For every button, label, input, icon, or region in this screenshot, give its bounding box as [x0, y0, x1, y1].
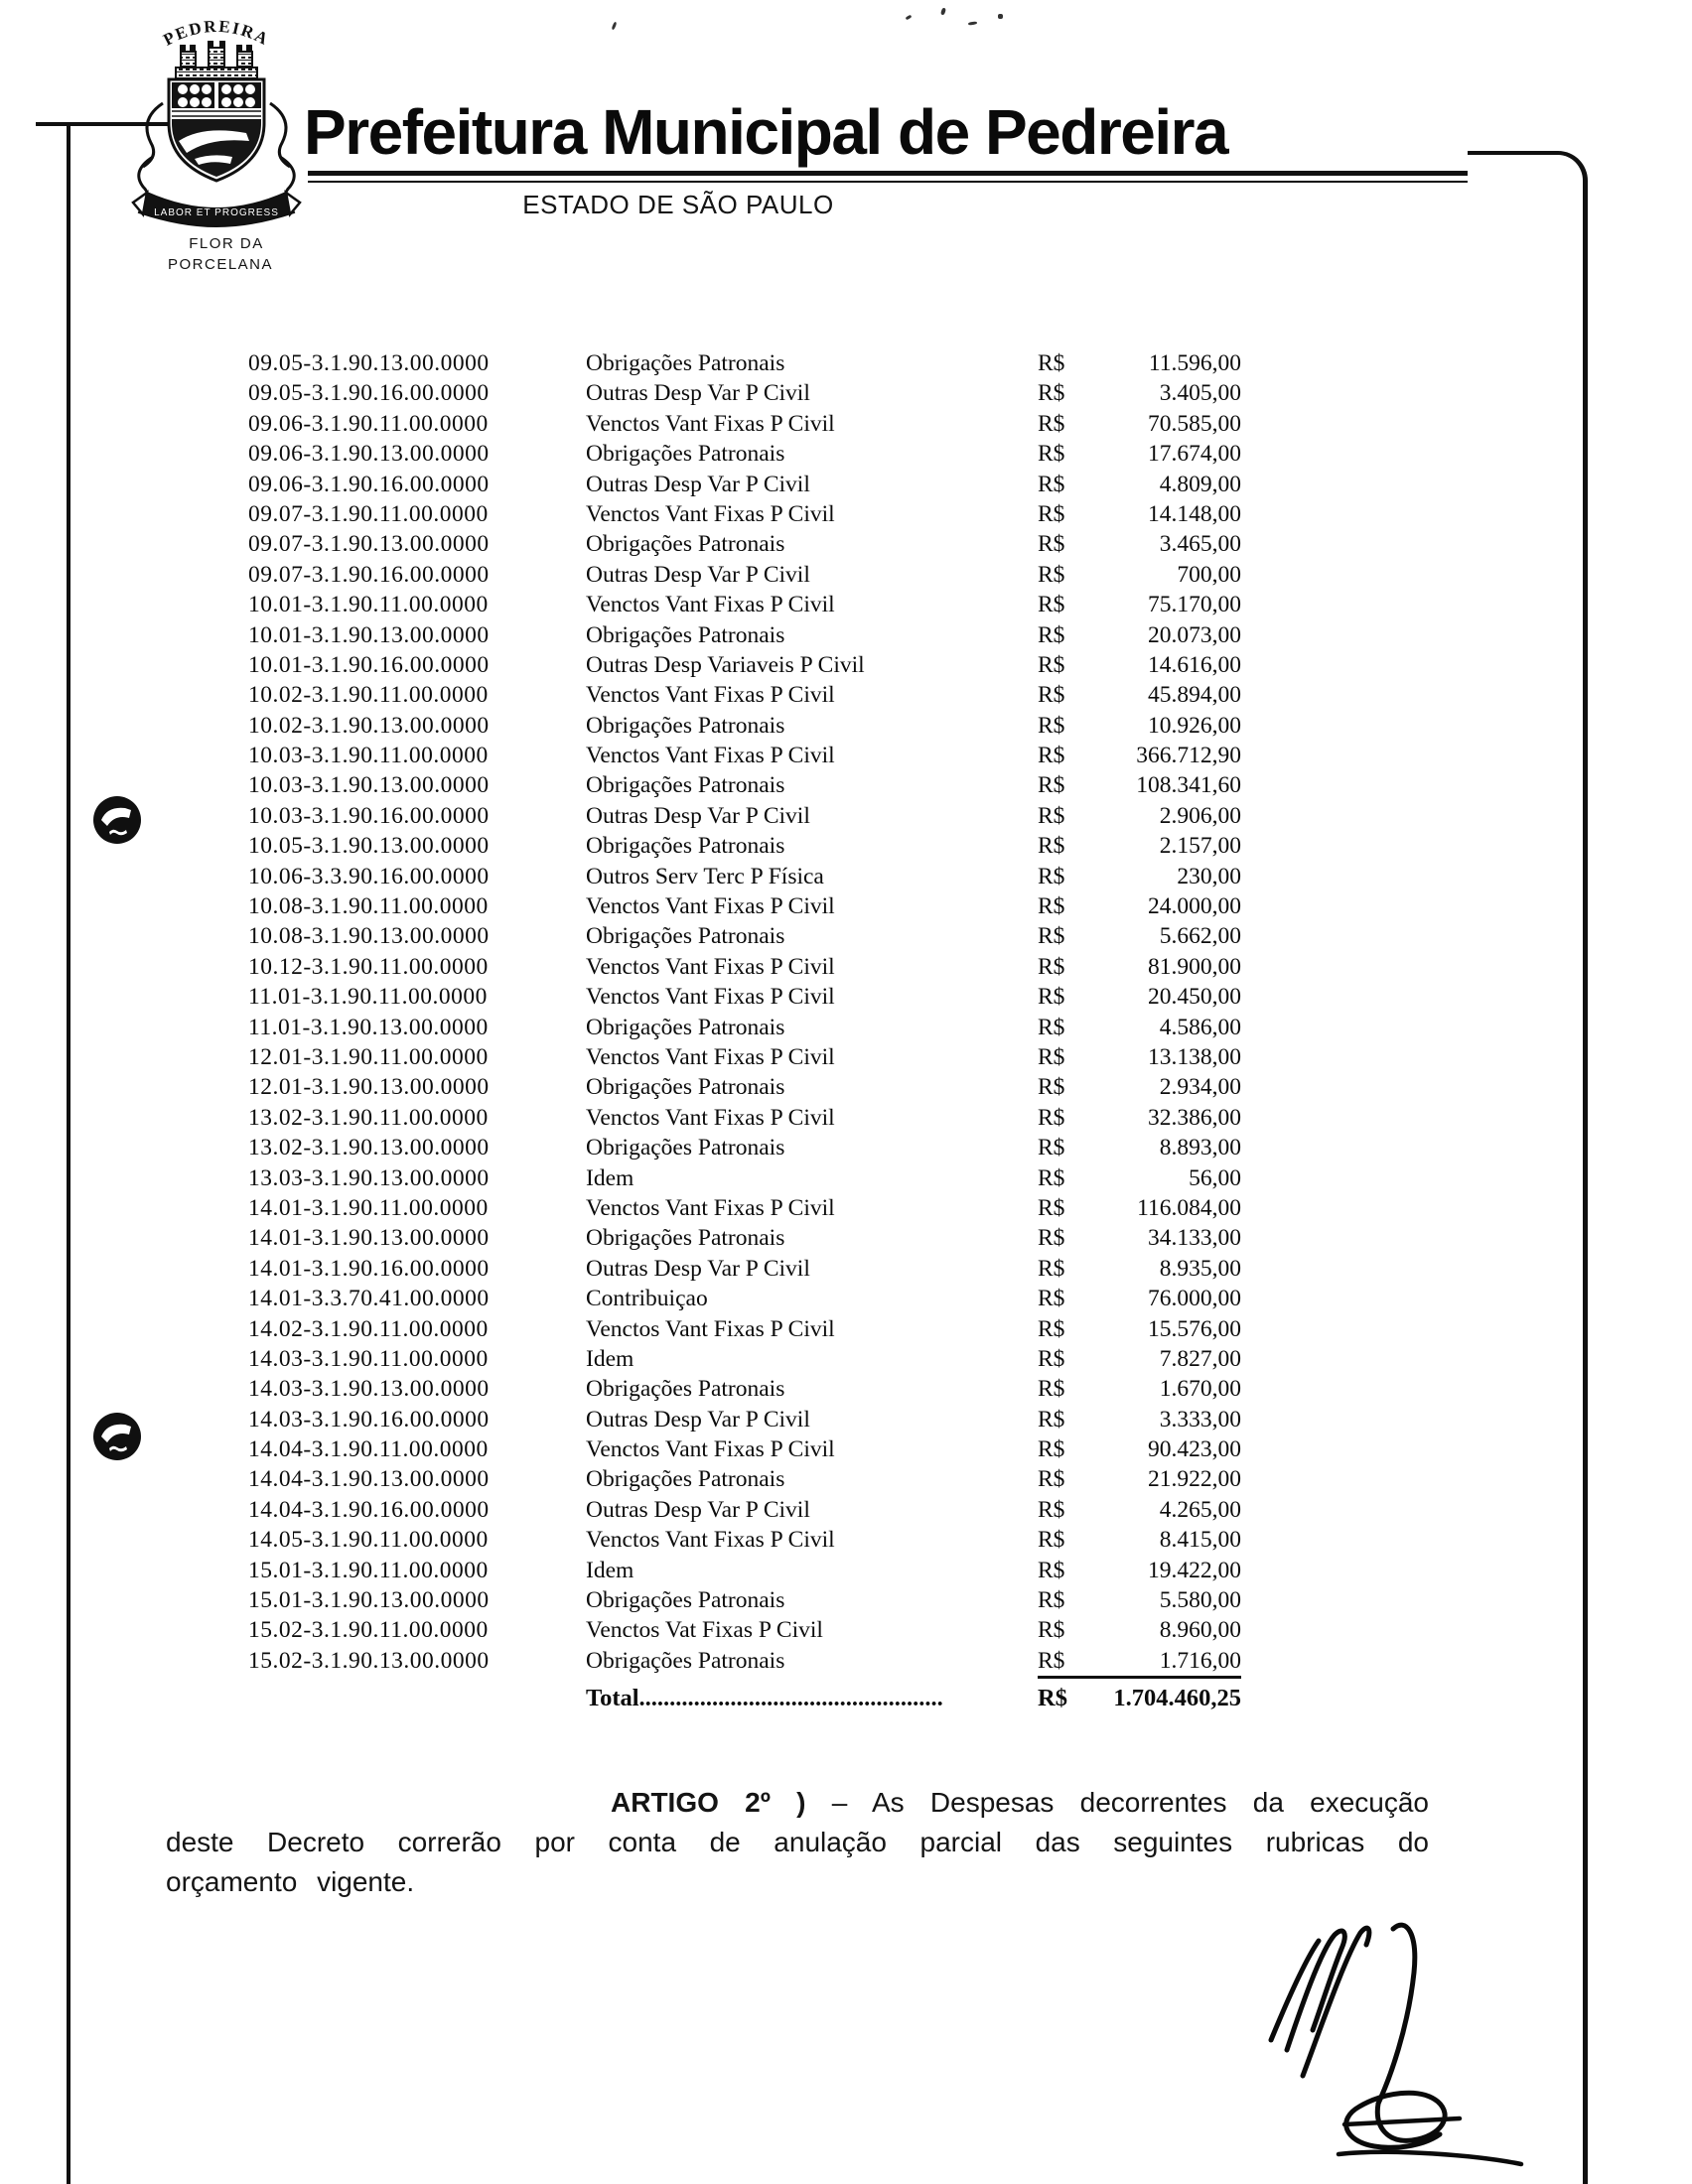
row-code: 10.12-3.1.90.11.00.0000	[248, 953, 489, 980]
row-currency: R$	[1038, 1527, 1065, 1554]
row-currency: R$	[1038, 1043, 1065, 1070]
row-code: 10.08-3.1.90.13.00.0000	[248, 923, 490, 950]
row-code: 14.04-3.1.90.11.00.0000	[248, 1436, 489, 1463]
row-code: 12.01-3.1.90.13.00.0000	[248, 1074, 490, 1101]
row-value: 1.716,00	[1105, 1646, 1241, 1679]
row-code: 10.02-3.1.90.13.00.0000	[248, 712, 490, 739]
row-currency: R$	[1038, 743, 1065, 769]
row-value: 4.265,00	[1159, 1496, 1241, 1523]
row-currency: R$	[1038, 682, 1065, 709]
row-description: Outras Desp Var P Civil	[586, 1496, 810, 1523]
row-currency: R$	[1038, 1496, 1065, 1523]
row-value: 56,00	[1189, 1164, 1241, 1191]
table-row	[248, 982, 1241, 1012]
table-row	[248, 409, 1241, 439]
scan-speckle	[612, 22, 618, 31]
row-currency: R$	[1038, 380, 1065, 407]
row-description: Idem	[586, 1345, 634, 1372]
row-value: 24.000,00	[1148, 893, 1241, 920]
row-code: 14.03-3.1.90.16.00.0000	[248, 1406, 490, 1433]
row-currency: R$	[1038, 1135, 1065, 1161]
mural-crown-icon	[176, 42, 257, 79]
row-description: Venctos Vant Fixas P Civil	[586, 1436, 835, 1463]
crest-flourish-right	[270, 103, 294, 203]
row-code: 10.01-3.1.90.16.00.0000	[248, 651, 490, 678]
row-description: Obrigações Patronais	[586, 923, 785, 950]
row-currency: R$	[1038, 893, 1065, 920]
table-row	[248, 741, 1241, 770]
total-label: Total..................................................	[586, 1685, 943, 1712]
row-description: Idem	[586, 1164, 634, 1191]
row-value: 8.893,00	[1159, 1135, 1241, 1161]
row-code: 10.03-3.1.90.16.00.0000	[248, 802, 490, 829]
row-description: Obrigações Patronais	[586, 1376, 785, 1403]
table-row	[248, 1464, 1241, 1494]
row-description: Obrigações Patronais	[586, 1074, 785, 1101]
row-value: 90.423,00	[1148, 1436, 1241, 1463]
row-currency: R$	[1038, 561, 1065, 588]
coat-of-arms-graphic	[129, 8, 304, 278]
table-row	[248, 560, 1241, 590]
row-value: 7.827,00	[1159, 1345, 1241, 1372]
row-value: 15.576,00	[1148, 1315, 1241, 1342]
row-description: Venctos Vant Fixas P Civil	[586, 1104, 835, 1131]
row-value: 8.960,00	[1159, 1617, 1241, 1644]
row-code: 10.05-3.1.90.13.00.0000	[248, 833, 490, 860]
row-value: 10.926,00	[1148, 712, 1241, 739]
row-description: Obrigações Patronais	[586, 772, 785, 799]
row-description: Obrigações Patronais	[586, 441, 785, 468]
row-code: 10.03-3.1.90.13.00.0000	[248, 772, 490, 799]
row-description: Obrigações Patronais	[586, 1135, 785, 1161]
row-value: 70.585,00	[1148, 410, 1241, 437]
row-value: 8.415,00	[1159, 1527, 1241, 1554]
row-code: 09.05-3.1.90.16.00.0000	[248, 380, 490, 407]
table-row	[248, 770, 1241, 800]
row-description: Venctos Vant Fixas P Civil	[586, 1315, 835, 1342]
row-description: Outras Desp Var P Civil	[586, 561, 810, 588]
row-value: 17.674,00	[1148, 441, 1241, 468]
row-currency: R$	[1038, 1646, 1105, 1679]
row-description: Venctos Vant Fixas P Civil	[586, 410, 835, 437]
crest-caption-line1: FLOR DA	[189, 235, 264, 252]
table-row	[248, 1646, 1241, 1676]
scan-speckle	[968, 21, 977, 25]
row-currency: R$	[1038, 1225, 1065, 1252]
hole-punch-mark-top	[91, 794, 143, 846]
row-code: 09.05-3.1.90.13.00.0000	[248, 350, 490, 376]
table-row	[248, 1525, 1241, 1555]
table-row	[248, 680, 1241, 710]
left-frame-vertical-rule	[67, 124, 70, 2184]
row-currency: R$	[1038, 1436, 1065, 1463]
page-subtitle: ESTADO DE SÃO PAULO	[522, 190, 834, 219]
row-currency: R$	[1038, 1164, 1065, 1191]
table-row	[248, 1374, 1241, 1404]
row-description: Venctos Vant Fixas P Civil	[586, 893, 835, 920]
row-code: 14.03-3.1.90.13.00.0000	[248, 1376, 490, 1403]
row-value: 230,00	[1177, 863, 1241, 889]
row-description: Venctos Vant Fixas P Civil	[586, 1043, 835, 1070]
row-currency: R$	[1038, 1315, 1065, 1342]
row-code: 09.06-3.1.90.16.00.0000	[248, 471, 490, 497]
row-code: 10.08-3.1.90.11.00.0000	[248, 893, 489, 920]
row-currency: R$	[1038, 441, 1065, 468]
row-value: 14.616,00	[1148, 651, 1241, 678]
row-description: Venctos Vant Fixas P Civil	[586, 953, 835, 980]
row-description: Venctos Vant Fixas P Civil	[586, 500, 835, 527]
row-value: 4.809,00	[1159, 471, 1241, 497]
row-code: 09.07-3.1.90.16.00.0000	[248, 561, 490, 588]
row-currency: R$	[1038, 1617, 1065, 1644]
article-body: – As Despesas decorrentes da execução deste Decreto correrão por conta de anulação parcial das seguintes rubricas do orçamento vigente.	[166, 1787, 1429, 1897]
table-row	[248, 499, 1241, 529]
row-value: 21.922,00	[1148, 1466, 1241, 1493]
municipal-coat-of-arms	[129, 8, 304, 283]
row-description: Obrigações Patronais	[586, 621, 785, 648]
row-code: 15.02-3.1.90.11.00.0000	[248, 1617, 489, 1644]
row-value: 20.450,00	[1148, 984, 1241, 1011]
row-value: 4.586,00	[1159, 1014, 1241, 1040]
row-currency: R$	[1038, 984, 1065, 1011]
table-row	[248, 620, 1241, 650]
row-description: Obrigações Patronais	[586, 1587, 785, 1614]
table-row	[248, 1163, 1241, 1193]
row-description: Obrigações Patronais	[586, 833, 785, 860]
row-currency: R$	[1038, 1014, 1065, 1040]
table-row	[248, 1585, 1241, 1615]
table-row	[248, 1284, 1241, 1313]
row-value: 14.148,00	[1148, 500, 1241, 527]
row-code: 11.01-3.1.90.13.00.0000	[248, 1014, 489, 1040]
row-description: Outras Desp Var P Civil	[586, 1406, 810, 1433]
row-code: 14.02-3.1.90.11.00.0000	[248, 1315, 489, 1342]
row-value: 2.157,00	[1159, 833, 1241, 860]
table-row	[248, 1133, 1241, 1162]
row-currency: R$	[1038, 772, 1065, 799]
row-currency: R$	[1038, 592, 1065, 618]
crest-flourish-left	[139, 103, 163, 203]
row-description: Venctos Vant Fixas P Civil	[586, 743, 835, 769]
row-currency: R$	[1038, 621, 1065, 648]
title-underline-thick	[308, 171, 1468, 176]
table-row	[248, 1434, 1241, 1464]
budget-table	[248, 348, 1241, 1715]
row-description: Obrigações Patronais	[586, 350, 785, 376]
hole-punch-mark-bottom	[91, 1411, 143, 1462]
row-code: 09.06-3.1.90.11.00.0000	[248, 410, 489, 437]
row-currency: R$	[1038, 1104, 1065, 1131]
row-value: 3.465,00	[1159, 531, 1241, 558]
table-row	[248, 1193, 1241, 1223]
row-currency: R$	[1038, 833, 1065, 860]
row-code: 10.03-3.1.90.11.00.0000	[248, 743, 489, 769]
table-row	[248, 801, 1241, 831]
total-currency: R$	[1038, 1685, 1067, 1712]
total-row	[248, 1682, 1241, 1715]
svg-text:PEDREIRA	[160, 17, 272, 50]
row-value: 1.670,00	[1159, 1376, 1241, 1403]
table-row	[248, 921, 1241, 951]
budget-table-body	[248, 348, 1241, 1676]
row-code: 09.07-3.1.90.11.00.0000	[248, 500, 489, 527]
row-code: 14.01-3.1.90.13.00.0000	[248, 1225, 490, 1252]
table-row	[248, 650, 1241, 680]
row-value: 3.405,00	[1159, 380, 1241, 407]
row-value: 700,00	[1177, 561, 1241, 588]
scan-speckle	[998, 14, 1003, 19]
row-value: 2.934,00	[1159, 1074, 1241, 1101]
row-currency: R$	[1038, 1376, 1065, 1403]
row-code: 15.01-3.1.90.13.00.0000	[248, 1587, 490, 1614]
page-title: Prefeitura Municipal de Pedreira	[304, 96, 1228, 168]
table-row	[248, 1013, 1241, 1042]
row-currency: R$	[1038, 1466, 1065, 1493]
row-currency: R$	[1038, 1406, 1065, 1433]
row-description: Outras Desp Var P Civil	[586, 471, 810, 497]
row-value: 45.894,00	[1148, 682, 1241, 709]
table-row	[248, 1042, 1241, 1072]
total-value: 1.704.460,25	[1113, 1685, 1241, 1712]
row-code: 14.04-3.1.90.13.00.0000	[248, 1466, 490, 1493]
row-code: 09.07-3.1.90.13.00.0000	[248, 531, 490, 558]
row-code: 13.02-3.1.90.13.00.0000	[248, 1135, 490, 1161]
table-row	[248, 1254, 1241, 1284]
row-currency: R$	[1038, 471, 1065, 497]
row-value: 75.170,00	[1148, 592, 1241, 618]
row-code: 09.06-3.1.90.13.00.0000	[248, 441, 490, 468]
row-code: 13.03-3.1.90.13.00.0000	[248, 1164, 490, 1191]
crest-shield	[169, 79, 264, 181]
article-2-paragraph	[166, 1783, 1429, 1902]
table-row	[248, 1223, 1241, 1253]
row-value: 8.935,00	[1159, 1255, 1241, 1282]
row-currency: R$	[1038, 410, 1065, 437]
row-description: Idem	[586, 1557, 634, 1583]
row-currency: R$	[1038, 651, 1065, 678]
table-row	[248, 1314, 1241, 1344]
row-value: 11.596,00	[1148, 350, 1241, 376]
row-description: Contribuiçao	[586, 1286, 708, 1312]
row-value: 116.084,00	[1137, 1194, 1241, 1221]
title-underline-thin	[308, 181, 1468, 183]
row-value: 108.341,60	[1136, 772, 1241, 799]
row-description: Obrigações Patronais	[586, 1466, 785, 1493]
table-row	[248, 1103, 1241, 1133]
row-description: Outras Desp Var P Civil	[586, 802, 810, 829]
row-currency: R$	[1038, 863, 1065, 889]
row-code: 14.01-3.3.70.41.00.0000	[248, 1286, 490, 1312]
table-row	[248, 590, 1241, 619]
row-code: 12.01-3.1.90.11.00.0000	[248, 1043, 489, 1070]
row-code: 11.01-3.1.90.11.00.0000	[248, 984, 488, 1011]
row-code: 14.01-3.1.90.16.00.0000	[248, 1255, 490, 1282]
row-currency: R$	[1038, 1345, 1065, 1372]
row-code: 10.01-3.1.90.11.00.0000	[248, 592, 489, 618]
row-value: 34.133,00	[1148, 1225, 1241, 1252]
crest-city-name: PEDREIRA	[160, 16, 273, 50]
right-frame-rule	[1468, 151, 1588, 2184]
row-description: Obrigações Patronais	[586, 1647, 785, 1674]
row-value: 5.662,00	[1159, 923, 1241, 950]
row-currency: R$	[1038, 1074, 1065, 1101]
table-row	[248, 952, 1241, 982]
table-row	[248, 378, 1241, 408]
row-code: 14.05-3.1.90.11.00.0000	[248, 1527, 489, 1554]
table-row	[248, 891, 1241, 921]
table-row	[248, 831, 1241, 861]
crest-motto: LABOR ET PROGRESS	[154, 207, 279, 218]
row-currency: R$	[1038, 802, 1065, 829]
row-value: 76.000,00	[1148, 1286, 1241, 1312]
row-currency: R$	[1038, 1194, 1065, 1221]
row-description: Obrigações Patronais	[586, 1014, 785, 1040]
row-code: 13.02-3.1.90.11.00.0000	[248, 1104, 489, 1131]
row-value: 20.073,00	[1148, 621, 1241, 648]
table-row	[248, 348, 1241, 378]
row-value: 19.422,00	[1148, 1557, 1241, 1583]
scan-speckle	[940, 8, 946, 16]
row-value: 32.386,00	[1148, 1104, 1241, 1131]
row-code: 15.02-3.1.90.13.00.0000	[248, 1647, 490, 1674]
row-currency: R$	[1038, 1255, 1065, 1282]
row-value: 366.712,90	[1136, 743, 1241, 769]
row-currency: R$	[1038, 1286, 1065, 1312]
row-value: 5.580,00	[1159, 1587, 1241, 1614]
motto-ribbon	[133, 193, 300, 226]
table-row	[248, 1615, 1241, 1645]
row-description: Outras Desp Var P Civil	[586, 380, 810, 407]
row-description: Outras Desp Variaveis P Civil	[586, 651, 865, 678]
row-code: 15.01-3.1.90.11.00.0000	[248, 1557, 489, 1583]
crest-caption-line2: PORCELANA	[167, 256, 274, 273]
row-code: 14.04-3.1.90.16.00.0000	[248, 1496, 490, 1523]
row-description: Venctos Vat Fixas P Civil	[586, 1617, 823, 1644]
row-currency: R$	[1038, 531, 1065, 558]
table-row	[248, 529, 1241, 559]
row-code: 14.03-3.1.90.11.00.0000	[248, 1345, 489, 1372]
row-currency: R$	[1038, 923, 1065, 950]
row-description: Outros Serv Terc P Física	[586, 863, 824, 889]
row-code: 14.01-3.1.90.11.00.0000	[248, 1194, 489, 1221]
table-row	[248, 711, 1241, 741]
table-row	[248, 1405, 1241, 1434]
table-row	[248, 1344, 1241, 1374]
table-row	[248, 1072, 1241, 1102]
table-row	[248, 470, 1241, 499]
row-currency: R$	[1038, 350, 1065, 376]
row-description: Venctos Vant Fixas P Civil	[586, 592, 835, 618]
row-code: 10.01-3.1.90.13.00.0000	[248, 621, 490, 648]
row-code: 10.02-3.1.90.11.00.0000	[248, 682, 489, 709]
table-row	[248, 862, 1241, 891]
table-row	[248, 1556, 1241, 1585]
row-description: Venctos Vant Fixas P Civil	[586, 1527, 835, 1554]
row-currency: R$	[1038, 1587, 1065, 1614]
row-description: Venctos Vant Fixas P Civil	[586, 984, 835, 1011]
table-row	[248, 439, 1241, 469]
row-value: 13.138,00	[1148, 1043, 1241, 1070]
row-code: 10.06-3.3.90.16.00.0000	[248, 863, 490, 889]
scan-speckle	[906, 15, 913, 21]
table-row	[248, 1495, 1241, 1525]
row-currency: R$	[1038, 712, 1065, 739]
row-description: Obrigações Patronais	[586, 712, 785, 739]
row-description: Obrigações Patronais	[586, 1225, 785, 1252]
row-value: 81.900,00	[1148, 953, 1241, 980]
article-heading: ARTIGO 2º )	[611, 1787, 806, 1818]
row-description: Venctos Vant Fixas P Civil	[586, 682, 835, 709]
row-currency: R$	[1038, 500, 1065, 527]
row-description: Obrigações Patronais	[586, 531, 785, 558]
row-currency: R$	[1038, 953, 1065, 980]
row-description: Venctos Vant Fixas P Civil	[586, 1194, 835, 1221]
row-description: Outras Desp Var P Civil	[586, 1255, 810, 1282]
handwritten-signature	[1150, 1889, 1567, 2184]
row-currency: R$	[1038, 1557, 1065, 1583]
row-value: 3.333,00	[1159, 1406, 1241, 1433]
row-value: 2.906,00	[1159, 802, 1241, 829]
